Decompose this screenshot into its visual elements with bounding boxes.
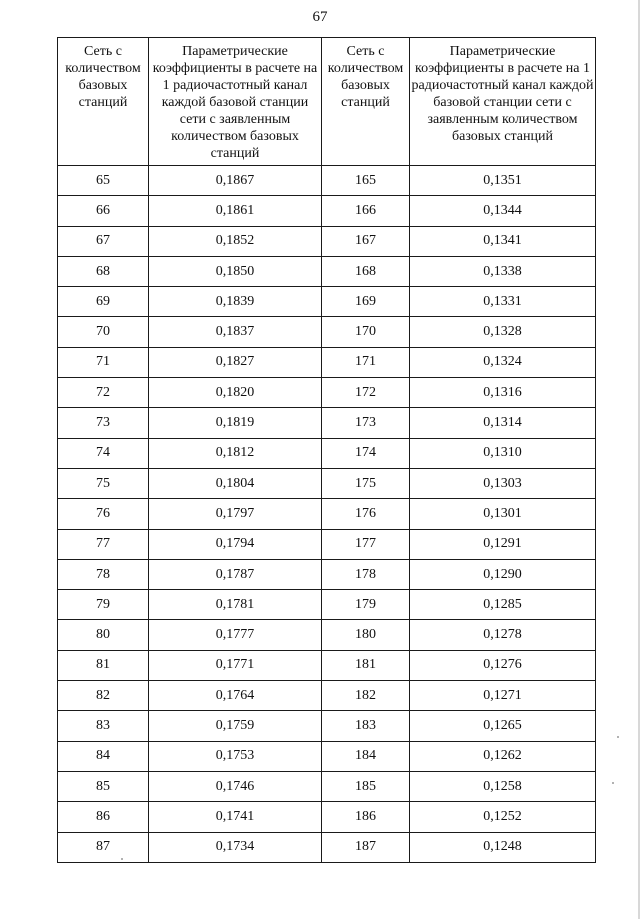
cell-stations-count-right: 170 <box>322 317 410 347</box>
cell-coefficient-left: 0,1837 <box>149 317 322 347</box>
cell-stations-count-left: 73 <box>58 408 149 438</box>
cell-stations-count-left: 71 <box>58 347 149 377</box>
cell-stations-count-right: 175 <box>322 468 410 498</box>
cell-coefficient-right: 0,1316 <box>410 378 596 408</box>
cell-coefficient-left: 0,1781 <box>149 590 322 620</box>
table-row <box>58 620 596 650</box>
cell-stations-count-left: 85 <box>58 771 149 801</box>
scan-speck <box>617 736 619 738</box>
table-row <box>58 196 596 226</box>
cell-coefficient-left: 0,1771 <box>149 650 322 680</box>
table-row <box>58 681 596 711</box>
cell-coefficient-left: 0,1787 <box>149 559 322 589</box>
table-row <box>58 378 596 408</box>
cell-coefficient-right: 0,1265 <box>410 711 596 741</box>
table-row <box>58 468 596 498</box>
cell-stations-count-right: 179 <box>322 590 410 620</box>
cell-coefficient-left: 0,1734 <box>149 832 322 862</box>
cell-stations-count-right: 187 <box>322 832 410 862</box>
table-row <box>58 802 596 832</box>
cell-stations-count-left: 72 <box>58 378 149 408</box>
cell-coefficient-right: 0,1276 <box>410 650 596 680</box>
cell-coefficient-right: 0,1328 <box>410 317 596 347</box>
cell-coefficient-right: 0,1285 <box>410 590 596 620</box>
cell-coefficient-left: 0,1753 <box>149 741 322 771</box>
cell-stations-count-left: 84 <box>58 741 149 771</box>
cell-coefficient-right: 0,1262 <box>410 741 596 771</box>
scan-speck <box>121 858 123 860</box>
cell-stations-count-right: 172 <box>322 378 410 408</box>
cell-coefficient-right: 0,1338 <box>410 256 596 286</box>
cell-stations-count-right: 167 <box>322 226 410 256</box>
cell-coefficient-right: 0,1291 <box>410 529 596 559</box>
cell-coefficient-left: 0,1759 <box>149 711 322 741</box>
cell-coefficient-right: 0,1258 <box>410 771 596 801</box>
cell-coefficient-left: 0,1797 <box>149 499 322 529</box>
cell-stations-count-right: 186 <box>322 802 410 832</box>
cell-stations-count-left: 83 <box>58 711 149 741</box>
cell-coefficient-right: 0,1314 <box>410 408 596 438</box>
header-coefficient-left: Параметрические коэффициенты в расчете на 1 радиочастотный канал каждой базовой станции сети с заявленным количеством базовых станций <box>149 38 322 166</box>
cell-coefficient-left: 0,1764 <box>149 681 322 711</box>
header-row <box>58 38 596 166</box>
cell-stations-count-left: 87 <box>58 832 149 862</box>
table-body <box>58 166 596 863</box>
cell-stations-count-right: 174 <box>322 438 410 468</box>
coefficient-table <box>57 37 596 863</box>
table-row <box>58 226 596 256</box>
cell-coefficient-left: 0,1827 <box>149 347 322 377</box>
cell-stations-count-right: 166 <box>322 196 410 226</box>
cell-stations-count-right: 171 <box>322 347 410 377</box>
table-row <box>58 529 596 559</box>
cell-coefficient-right: 0,1303 <box>410 468 596 498</box>
cell-stations-count-left: 74 <box>58 438 149 468</box>
cell-stations-count-left: 80 <box>58 620 149 650</box>
table-row <box>58 438 596 468</box>
cell-coefficient-left: 0,1820 <box>149 378 322 408</box>
table-row <box>58 832 596 862</box>
cell-coefficient-left: 0,1852 <box>149 226 322 256</box>
table-row <box>58 499 596 529</box>
cell-stations-count-right: 182 <box>322 681 410 711</box>
table-row <box>58 317 596 347</box>
cell-coefficient-right: 0,1278 <box>410 620 596 650</box>
table-row <box>58 741 596 771</box>
cell-coefficient-right: 0,1341 <box>410 226 596 256</box>
table-row <box>58 650 596 680</box>
table-row <box>58 771 596 801</box>
cell-stations-count-left: 76 <box>58 499 149 529</box>
cell-coefficient-right: 0,1271 <box>410 681 596 711</box>
cell-stations-count-right: 184 <box>322 741 410 771</box>
cell-stations-count-right: 173 <box>322 408 410 438</box>
cell-stations-count-left: 65 <box>58 166 149 196</box>
header-coefficient-right: Параметрические коэффициенты в расчете на 1 радиочастотный канал каждой базовой станции сети с заявленным количеством базовых станций <box>410 38 596 166</box>
table-header <box>58 38 596 166</box>
cell-coefficient-left: 0,1819 <box>149 408 322 438</box>
cell-stations-count-left: 77 <box>58 529 149 559</box>
cell-coefficient-left: 0,1867 <box>149 166 322 196</box>
table-row <box>58 711 596 741</box>
cell-stations-count-right: 177 <box>322 529 410 559</box>
cell-stations-count-right: 165 <box>322 166 410 196</box>
table-row <box>58 590 596 620</box>
cell-stations-count-left: 82 <box>58 681 149 711</box>
cell-coefficient-right: 0,1310 <box>410 438 596 468</box>
cell-stations-count-left: 75 <box>58 468 149 498</box>
cell-stations-count-left: 69 <box>58 287 149 317</box>
cell-stations-count-right: 181 <box>322 650 410 680</box>
table-row <box>58 559 596 589</box>
scan-speck <box>612 782 614 784</box>
header-stations-count-left: Сеть с количеством базовых станций <box>58 38 149 166</box>
cell-stations-count-right: 183 <box>322 711 410 741</box>
header-stations-count-right: Сеть с количеством базовых станций <box>322 38 410 166</box>
table-row <box>58 347 596 377</box>
cell-stations-count-left: 81 <box>58 650 149 680</box>
cell-coefficient-right: 0,1344 <box>410 196 596 226</box>
cell-coefficient-left: 0,1794 <box>149 529 322 559</box>
cell-coefficient-right: 0,1248 <box>410 832 596 862</box>
table-row <box>58 287 596 317</box>
table-row <box>58 408 596 438</box>
cell-stations-count-left: 78 <box>58 559 149 589</box>
table-row <box>58 166 596 196</box>
cell-stations-count-right: 180 <box>322 620 410 650</box>
cell-coefficient-left: 0,1746 <box>149 771 322 801</box>
cell-coefficient-left: 0,1861 <box>149 196 322 226</box>
cell-stations-count-right: 169 <box>322 287 410 317</box>
cell-coefficient-right: 0,1324 <box>410 347 596 377</box>
cell-coefficient-left: 0,1741 <box>149 802 322 832</box>
cell-stations-count-right: 185 <box>322 771 410 801</box>
cell-coefficient-right: 0,1301 <box>410 499 596 529</box>
cell-stations-count-left: 66 <box>58 196 149 226</box>
cell-stations-count-left: 67 <box>58 226 149 256</box>
cell-stations-count-left: 70 <box>58 317 149 347</box>
cell-coefficient-left: 0,1804 <box>149 468 322 498</box>
page-number: 67 <box>312 9 328 25</box>
cell-coefficient-left: 0,1777 <box>149 620 322 650</box>
cell-coefficient-left: 0,1850 <box>149 256 322 286</box>
cell-stations-count-right: 176 <box>322 499 410 529</box>
cell-stations-count-right: 178 <box>322 559 410 589</box>
cell-coefficient-left: 0,1839 <box>149 287 322 317</box>
cell-stations-count-right: 168 <box>322 256 410 286</box>
cell-coefficient-left: 0,1812 <box>149 438 322 468</box>
cell-coefficient-right: 0,1331 <box>410 287 596 317</box>
table-row <box>58 256 596 286</box>
cell-coefficient-right: 0,1252 <box>410 802 596 832</box>
cell-coefficient-right: 0,1290 <box>410 559 596 589</box>
cell-stations-count-left: 68 <box>58 256 149 286</box>
cell-coefficient-right: 0,1351 <box>410 166 596 196</box>
cell-stations-count-left: 86 <box>58 802 149 832</box>
cell-stations-count-left: 79 <box>58 590 149 620</box>
